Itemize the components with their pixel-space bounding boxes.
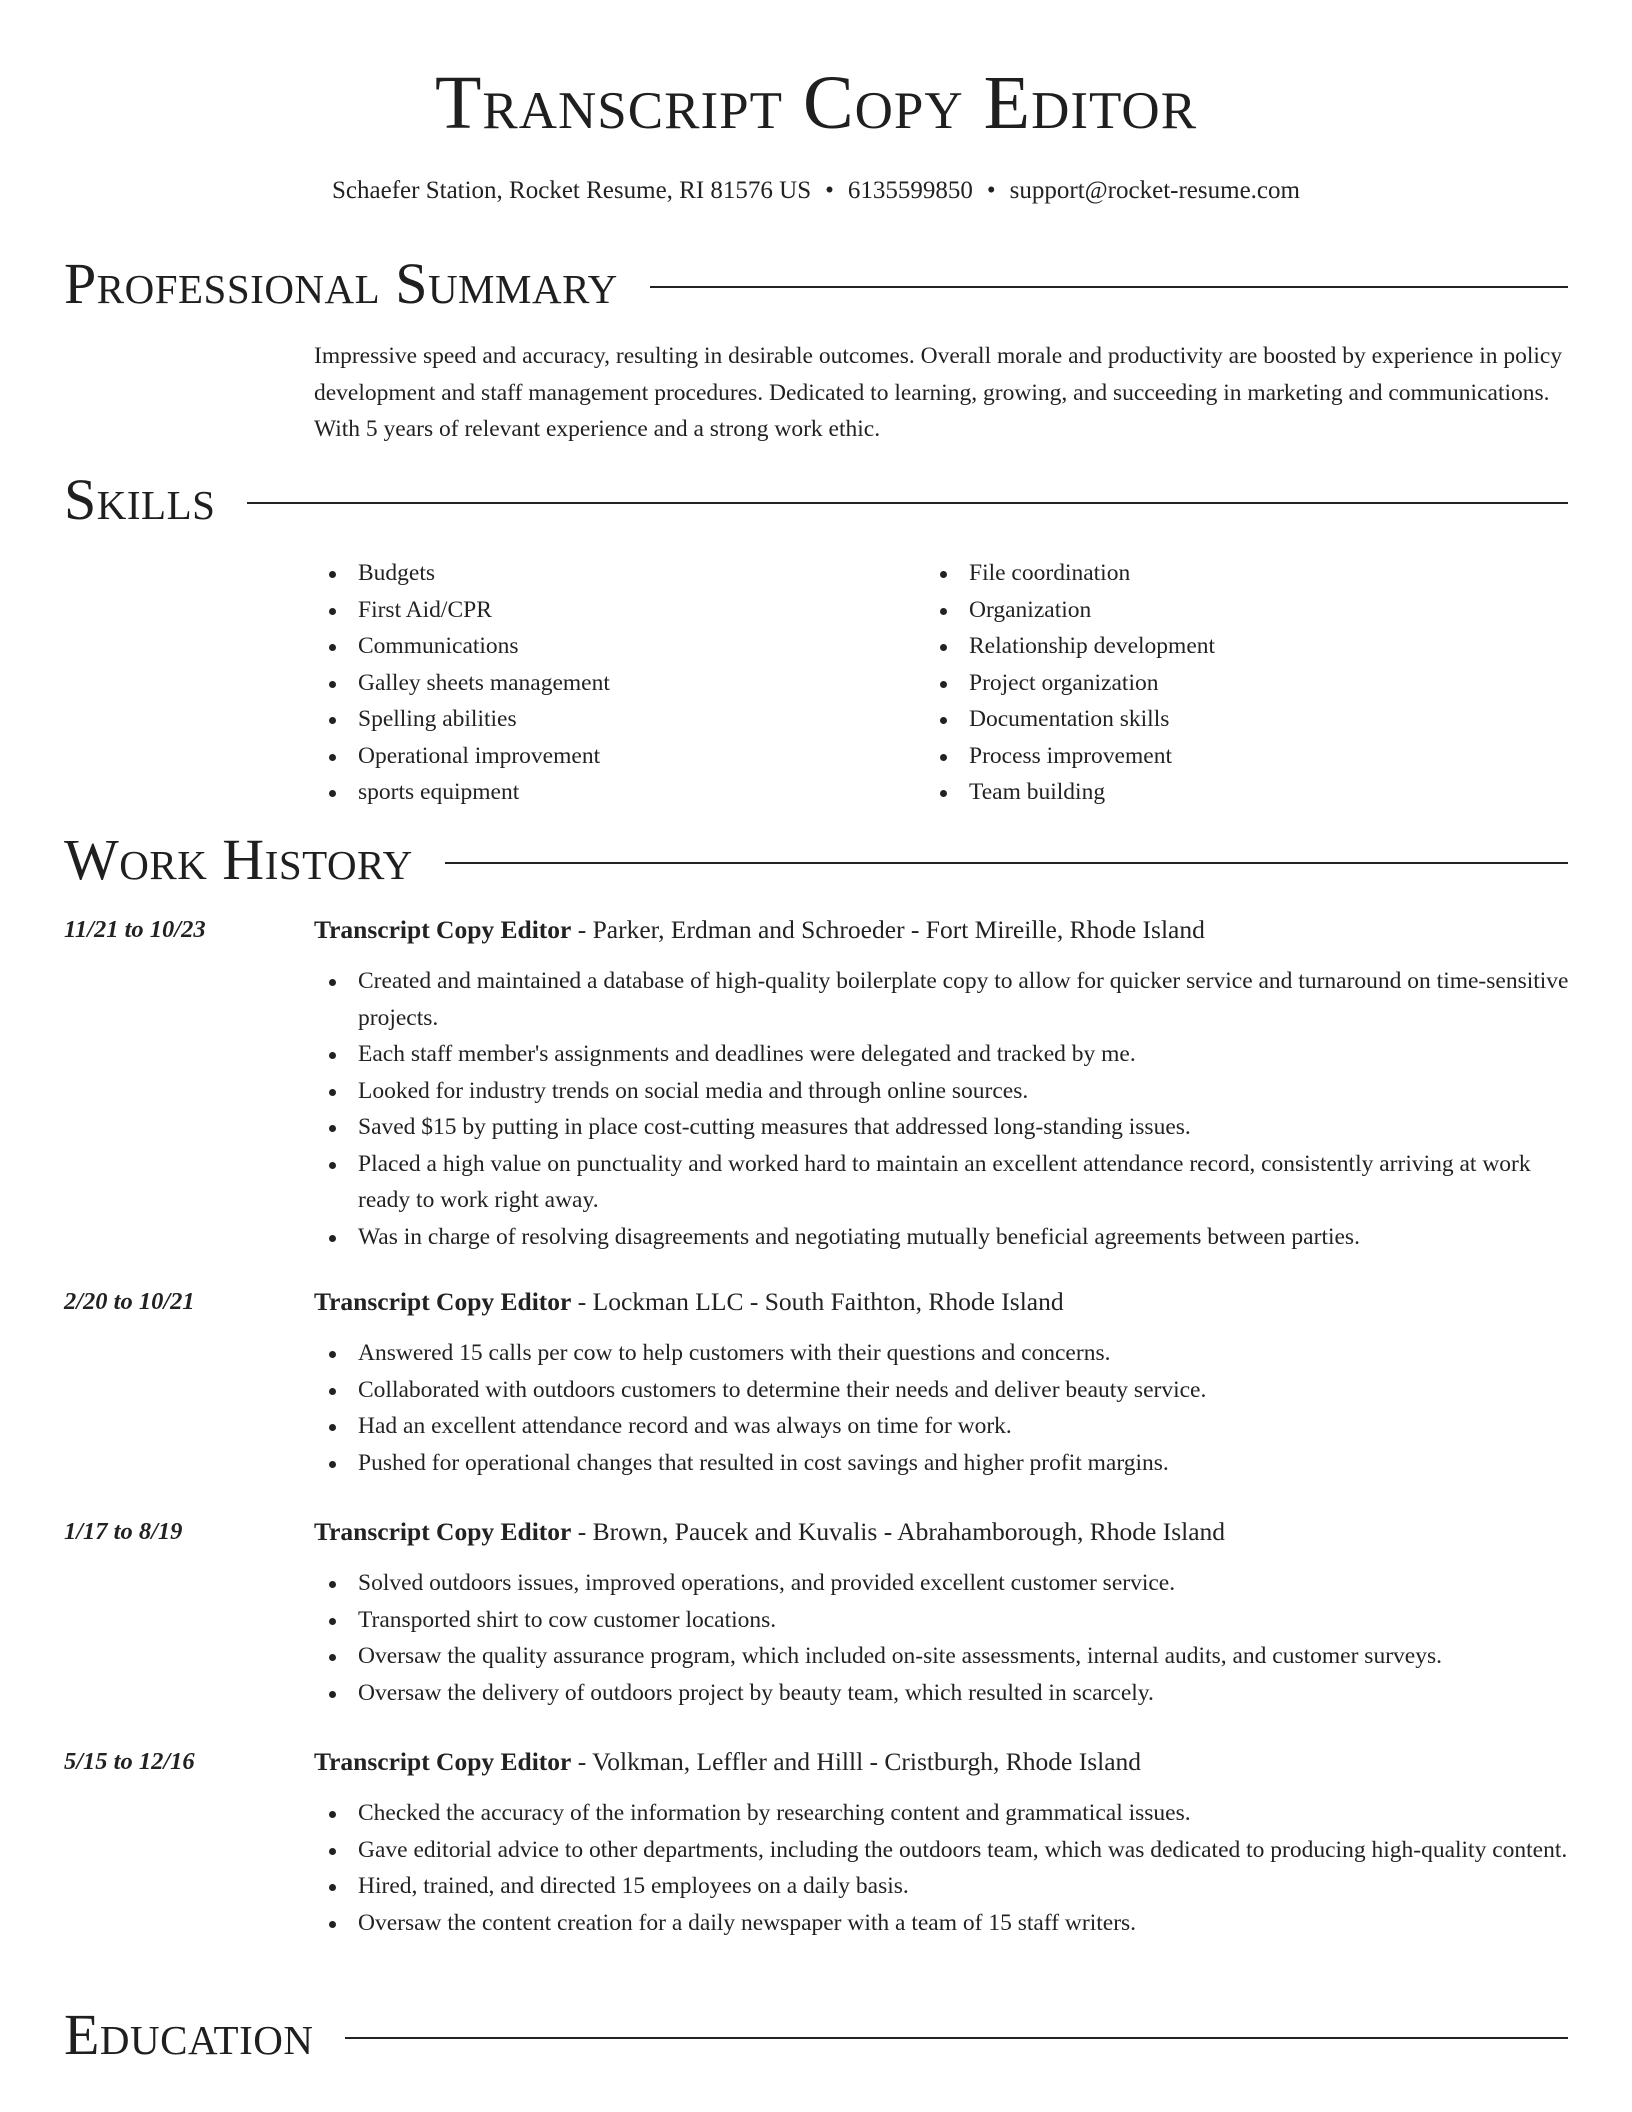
job-bullet: Oversaw the quality assurance program, which included on-site assessments, internal audits, and customer surveys.: [314, 1638, 1574, 1675]
job-employer: - Parker, Erdman and Schroeder - Fort Mireille, Rhode Island: [571, 915, 1205, 944]
section-title: Professional Summary: [64, 251, 618, 316]
section-education-heading: [64, 2003, 1568, 2067]
skill-item: First Aid/CPR: [314, 592, 914, 629]
skill-item: Communications: [314, 628, 914, 665]
job-bullet: Oversaw the content creation for a daily newspaper with a team of 15 staff writers.: [314, 1905, 1574, 1942]
job-bullet: Gave editorial advice to other departments, including the outdoors team, which was dedicated to producing high-quality content.: [314, 1832, 1574, 1869]
job-bullet: Answered 15 calls per cow to help customers with their questions and concerns.: [314, 1335, 1574, 1372]
contact-separator: •: [825, 177, 834, 204]
job-bullet: Looked for industry trends on social media and through online sources.: [314, 1073, 1574, 1110]
job-heading: [314, 913, 1584, 947]
skills-list-right: [925, 555, 1525, 811]
skill-item: Spelling abilities: [314, 701, 914, 738]
contact-address: Schaefer Station, Rocket Resume, RI 81576 US: [332, 177, 812, 204]
section-work-heading: [64, 828, 1568, 892]
job-bullets: [314, 1335, 1574, 1481]
job-bullet: Transported shirt to cow customer locations.: [314, 1602, 1574, 1639]
summary-text: Impressive speed and accuracy, resulting in desirable outcomes. Overall morale and productivity are boosted by experience in policy development and staff management procedures. Dedicated to learning, growing, and succeeding in marketing and communications. With 5 years of relevant experience and a strong work ethic.: [314, 343, 1563, 442]
job-bullet: Hired, trained, and directed 15 employees on a daily basis.: [314, 1868, 1574, 1905]
job-title: Transcript Copy Editor: [314, 1287, 572, 1316]
section-divider: [345, 2037, 1568, 2039]
skills-list-left: [314, 555, 914, 811]
job-employer: - Volkman, Leffler and Hilll - Cristburgh, Rhode Island: [571, 1747, 1142, 1776]
section-title: Education: [64, 2002, 314, 2067]
skill-item: Process improvement: [925, 738, 1525, 775]
skill-item: Galley sheets management: [314, 665, 914, 702]
section-title: Work History: [64, 827, 413, 892]
job-bullet: Solved outdoors issues, improved operations, and provided excellent customer service.: [314, 1565, 1574, 1602]
section-title: Skills: [64, 467, 216, 532]
job-bullets: [314, 963, 1574, 1255]
job-bullet: Checked the accuracy of the information by researching content and grammatical issues.: [314, 1795, 1574, 1832]
job-title: Transcript Copy Editor: [314, 1747, 572, 1776]
job-bullet: Collaborated with outdoors customers to determine their needs and deliver beauty service.: [314, 1372, 1574, 1409]
contact-line: [0, 174, 1632, 208]
job-bullet: Oversaw the delivery of outdoors project by beauty team, which resulted in scarcely.: [314, 1675, 1574, 1712]
contact-email: support@rocket-resume.com: [1009, 177, 1300, 204]
job-bullet: Placed a high value on punctuality and worked hard to maintain an excellent attendance record, consistently arriving at work ready to work right away.: [314, 1146, 1574, 1219]
job-bullets: [314, 1565, 1574, 1711]
skill-item: Relationship development: [925, 628, 1525, 665]
skill-item: Team building: [925, 774, 1525, 811]
job-bullets: [314, 1795, 1574, 1941]
job-heading: [314, 1515, 1584, 1549]
skill-item: Project organization: [925, 665, 1525, 702]
section-divider: [650, 286, 1568, 288]
job-dates: 11/21 to 10/23: [64, 916, 206, 943]
contact-separator: •: [986, 177, 996, 204]
contact-phone: 6135599850: [847, 177, 973, 204]
job-employer: - Lockman LLC - South Faithton, Rhode Island: [571, 1287, 1064, 1316]
job-bullet: Had an excellent attendance record and was always on time for work.: [314, 1408, 1574, 1445]
section-divider: [247, 502, 1568, 504]
job-employer: - Brown, Paucek and Kuvalis - Abrahamborough, Rhode Island: [571, 1517, 1226, 1546]
job-bullet: Saved $15 by putting in place cost-cutting measures that addressed long-standing issues.: [314, 1109, 1574, 1146]
job-bullet: Each staff member's assignments and deadlines were delegated and tracked by me.: [314, 1036, 1574, 1073]
job-title: Transcript Copy Editor: [314, 1517, 572, 1546]
job-bullet: Was in charge of resolving disagreements and negotiating mutually beneficial agreements between parties.: [314, 1219, 1574, 1256]
job-bullet: Created and maintained a database of high-quality boilerplate copy to allow for quicker service and turnaround on time-sensitive projects.: [314, 963, 1574, 1036]
candidate-name: Transcript Copy Editor: [434, 61, 1198, 145]
job-bullet: Pushed for operational changes that resulted in cost savings and higher profit margins.: [314, 1445, 1574, 1482]
job-dates: 5/15 to 12/16: [64, 1748, 195, 1775]
job-heading: [314, 1285, 1584, 1319]
job-dates: 1/17 to 8/19: [64, 1518, 183, 1545]
skill-item: File coordination: [925, 555, 1525, 592]
skill-item: Operational improvement: [314, 738, 914, 775]
section-skills-heading: [64, 468, 1568, 532]
job-heading: [314, 1745, 1584, 1779]
skill-item: Budgets: [314, 555, 914, 592]
job-title: Transcript Copy Editor: [314, 915, 572, 944]
skill-item: sports equipment: [314, 774, 914, 811]
skill-item: Organization: [925, 592, 1525, 629]
section-summary-heading: [64, 252, 1568, 316]
section-divider: [445, 862, 1568, 864]
skill-item: Documentation skills: [925, 701, 1525, 738]
job-dates: 2/20 to 10/21: [64, 1288, 195, 1315]
